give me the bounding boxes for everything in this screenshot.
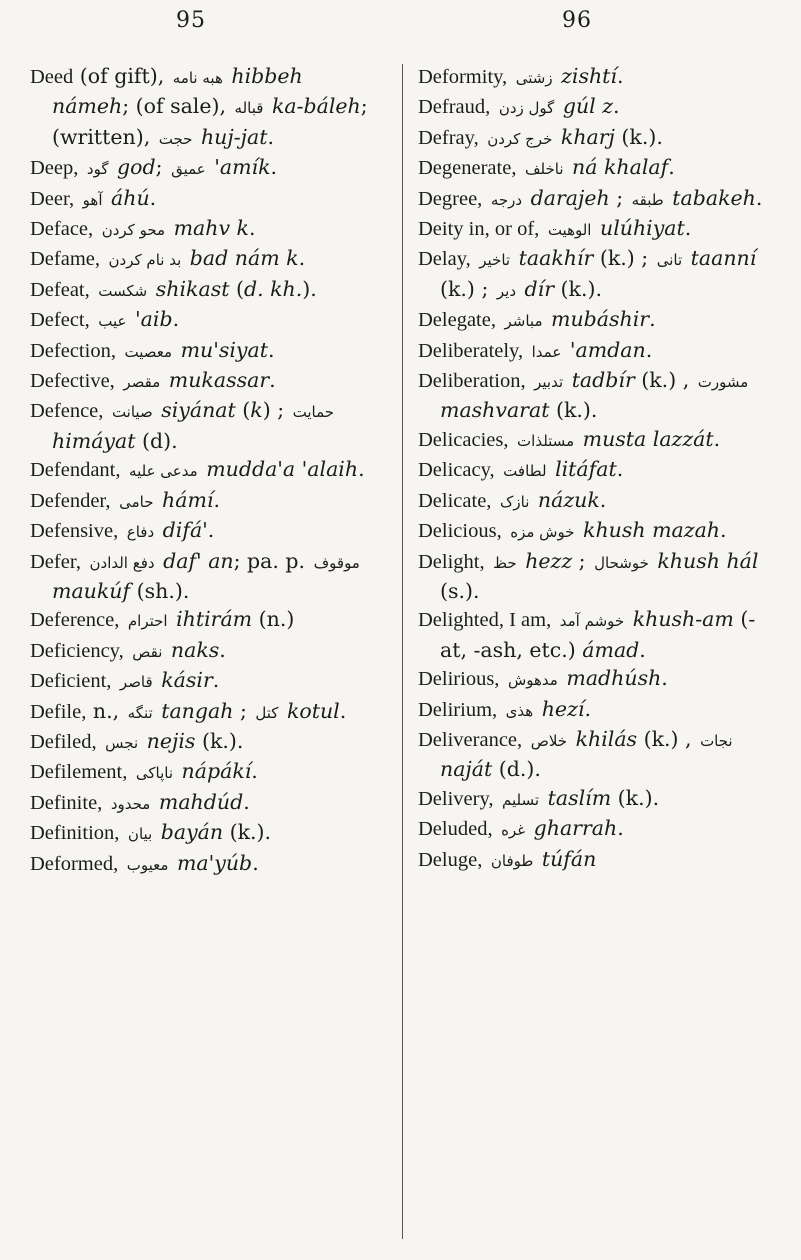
entry-text: .	[172, 307, 180, 332]
entry-arabic: دفع الدادن	[89, 553, 155, 572]
entry-headword: Defection,	[30, 339, 116, 362]
entry-arabic: عيب	[98, 312, 127, 331]
dictionary-entry	[30, 757, 385, 787]
entry-transliteration: gharrah	[533, 816, 618, 841]
dictionary-entry	[30, 666, 385, 696]
entry-arabic: حامی	[119, 492, 154, 511]
entry-transliteration: mukassar	[168, 368, 270, 393]
entry-transliteration: khilás	[575, 726, 638, 751]
entry-arabic: نازک	[499, 492, 530, 511]
entry-headword: Delivery,	[418, 787, 494, 810]
entry-arabic: صيانت	[111, 403, 153, 422]
entry-headword: Defective,	[30, 370, 115, 393]
entry-arabic: تنگه	[127, 703, 153, 722]
entry-text: ; (of sale),	[122, 94, 233, 119]
entry-text: ; pa. p.	[233, 548, 312, 573]
entry-transliteration: khush mazah	[583, 518, 721, 543]
entry-arabic: عمدا	[531, 342, 562, 361]
entry-headword: Defect,	[30, 309, 90, 332]
entry-arabic: هذی	[505, 701, 534, 720]
entry-text: .	[684, 216, 692, 241]
entry-arabic: حجت	[158, 129, 193, 148]
right-column	[418, 62, 780, 875]
entry-headword: Delegate,	[418, 309, 496, 332]
entry-text: .	[243, 789, 250, 814]
entry-text: (d).	[135, 428, 178, 453]
entry-text: .	[298, 246, 306, 271]
dictionary-entry	[30, 305, 385, 335]
entry-arabic: نجس	[105, 733, 139, 752]
dictionary-entry	[30, 605, 385, 635]
entry-text: .	[269, 368, 276, 393]
left-column	[30, 62, 385, 879]
entry-text: .	[251, 759, 258, 784]
entry-arabic: تدبير	[534, 373, 564, 392]
entry-text: .	[599, 487, 607, 512]
dictionary-entry	[30, 366, 385, 396]
entry-arabic: مستلذات	[517, 431, 575, 450]
dictionary-entry	[30, 153, 385, 183]
entry-transliteration: ma'yúb	[176, 850, 253, 875]
dictionary-entry	[418, 62, 780, 92]
dictionary-entry	[418, 664, 780, 694]
entry-headword: Delicacy,	[418, 459, 495, 482]
entry-headword: Delirium,	[418, 698, 498, 721]
entry-headword: Defile,	[30, 700, 87, 723]
entry-headword: Deep,	[30, 157, 79, 180]
entry-text: (k.).	[195, 728, 244, 753]
entry-transliteration: naks	[170, 637, 220, 662]
dictionary-entry	[30, 547, 385, 606]
entry-transliteration: kotul	[286, 698, 340, 723]
entry-headword: Deed	[30, 66, 74, 88]
entry-arabic: خوشحال	[594, 553, 649, 572]
dictionary-entry	[418, 214, 780, 244]
entry-transliteration: maukúf	[52, 578, 131, 603]
entry-transliteration: mahdúd	[158, 789, 244, 814]
dictionary-entry	[418, 123, 780, 153]
entry-text: (	[235, 398, 251, 423]
entry-text: (-at, -ash, etc.)	[440, 607, 756, 662]
entry-transliteration: ihtirám	[176, 607, 253, 632]
entry-arabic: گول زدن	[498, 99, 555, 118]
dictionary-entry	[418, 784, 780, 814]
dictionary-entry	[30, 396, 385, 455]
entry-text: .	[213, 487, 220, 512]
entry-arabic: تسليم	[502, 790, 540, 809]
entry-headword: Deluded,	[418, 818, 493, 841]
dictionary-entry	[418, 336, 780, 366]
entry-headword: Defender,	[30, 489, 111, 512]
entry-headword: Defence,	[30, 400, 104, 423]
entry-transliteration: bayán	[160, 820, 224, 845]
entry-text: .	[149, 185, 157, 210]
entry-headword: Degree,	[418, 187, 483, 210]
entry-transliteration: difá'	[162, 518, 208, 543]
entry-text: ;	[609, 185, 630, 210]
entry-arabic: الوهيت	[547, 221, 592, 240]
entry-arabic: لطافت	[503, 462, 547, 481]
entry-transliteration: d. kh.	[243, 276, 303, 301]
entry-headword: Defendant,	[30, 459, 121, 482]
entry-text: .	[270, 155, 278, 180]
entry-transliteration: 'aib	[135, 307, 173, 332]
entry-text: .	[649, 307, 656, 332]
entry-transliteration: tadbír	[571, 368, 635, 393]
entry-transliteration: mudda'a 'alaih	[206, 457, 359, 482]
entry-transliteration: siyánat	[161, 398, 236, 423]
entry-text: ;	[572, 548, 593, 573]
entry-transliteration: darajeh	[530, 185, 610, 210]
entry-transliteration: mashvarat	[440, 398, 550, 423]
dictionary-entry	[418, 153, 780, 183]
dictionary-entry	[418, 425, 780, 455]
dictionary-entry	[418, 845, 780, 875]
entry-transliteration: madhúsh	[566, 666, 662, 691]
entry-text: (k.).	[614, 124, 663, 149]
entry-headword: Deity in, or of,	[418, 218, 540, 241]
dictionary-entry	[418, 695, 780, 725]
entry-arabic: تانی	[656, 251, 683, 270]
entry-headword: Defiled,	[30, 730, 97, 753]
entry-arabic: حمايت	[292, 403, 335, 422]
entry-text: (	[229, 276, 244, 301]
entry-transliteration: mahv k	[173, 216, 249, 241]
entry-arabic: تاخير	[479, 251, 511, 270]
entry-headword: Deliberation,	[418, 370, 526, 393]
entry-text: .	[267, 124, 275, 149]
dictionary-entry	[418, 516, 780, 546]
entry-headword: Deformity,	[418, 66, 508, 88]
entry-text: .	[668, 155, 675, 180]
entry-arabic: معيوب	[126, 855, 169, 874]
entry-text: ; (written),	[52, 94, 368, 149]
entry-headword: Delay,	[418, 248, 471, 271]
entry-arabic: خوشم آمد	[559, 612, 625, 631]
entry-text: .	[248, 216, 256, 241]
dictionary-entry	[418, 366, 780, 425]
entry-text: .	[616, 64, 624, 88]
entry-text: (k.).	[611, 785, 660, 810]
dictionary-entry	[30, 184, 385, 214]
entry-text: ;	[155, 155, 170, 180]
dictionary-entry	[418, 547, 780, 606]
entry-headword: Deer,	[30, 187, 75, 210]
entry-transliteration: mubáshir	[551, 307, 650, 332]
entry-transliteration: ná khalaf	[572, 155, 669, 180]
page-number-left: 95	[176, 8, 206, 33]
entry-headword: Defilement,	[30, 761, 128, 784]
entry-arabic: مباشر	[504, 312, 543, 331]
entry-headword: Deformed,	[30, 852, 119, 875]
dictionary-entry	[30, 818, 385, 848]
dictionary-entry	[30, 727, 385, 757]
entry-arabic: هبه نامه	[172, 69, 223, 87]
entry-text: .	[267, 337, 275, 362]
entry-transliteration: huj-jat	[200, 124, 268, 149]
entry-transliteration: túfán	[541, 846, 597, 871]
dictionary-entry	[30, 275, 385, 305]
entry-transliteration: tangah	[161, 698, 234, 723]
entry-text: .	[661, 666, 668, 691]
dictionary-entry	[418, 244, 780, 305]
entry-arabic: معصيت	[124, 342, 173, 361]
entry-arabic: طبقه	[631, 190, 664, 209]
dictionary-entry	[418, 92, 780, 122]
entry-arabic: موقوف	[313, 553, 360, 572]
entry-headword: Defensive,	[30, 520, 119, 543]
entry-text: .	[252, 850, 259, 875]
entry-arabic: شکست	[98, 281, 148, 300]
entry-arabic: مقصر	[123, 373, 161, 392]
entry-arabic: غره	[501, 821, 526, 840]
entry-headword: Definition,	[30, 822, 120, 845]
entry-headword: Defeat,	[30, 278, 90, 301]
entry-arabic: عميق	[171, 160, 206, 179]
entry-text: .	[613, 94, 620, 119]
entry-transliteration: god	[117, 155, 156, 180]
entry-transliteration: taanní	[690, 246, 757, 271]
entry-arabic: نقص	[132, 642, 163, 661]
entry-transliteration: hezí	[541, 696, 585, 721]
entry-text: (k.) ;	[593, 246, 655, 271]
entry-arabic: دير	[496, 281, 517, 300]
entry-text: (k.) ;	[440, 276, 495, 301]
entry-transliteration: musta lazzát	[582, 426, 714, 451]
entry-arabic: بيان	[127, 825, 153, 844]
entry-transliteration: taakhír	[518, 246, 594, 271]
dictionary-entry	[30, 697, 385, 727]
entry-text: (k.) ,	[637, 726, 699, 751]
entry-headword: Deficiency,	[30, 639, 124, 662]
entry-arabic: قاصر	[119, 673, 153, 692]
entry-headword: Deliberately,	[418, 339, 524, 362]
entry-transliteration: ámad	[582, 637, 640, 662]
entry-text: (k.).	[549, 398, 598, 423]
entry-text: .	[755, 185, 763, 210]
dictionary-entry	[30, 214, 385, 244]
entry-text: ) ;	[262, 398, 291, 423]
dictionary-entry	[30, 636, 385, 666]
entry-headword: Delirious,	[418, 668, 500, 691]
entry-headword: Deliverance,	[418, 728, 523, 751]
dictionary-entry	[30, 788, 385, 818]
entry-arabic: خوش مزه	[510, 523, 575, 542]
entry-arabic: دفاع	[126, 523, 155, 542]
entry-headword: Defame,	[30, 248, 100, 271]
entry-arabic: مدعی عليه	[129, 462, 198, 481]
entry-transliteration: bad nám k	[189, 246, 299, 271]
dictionary-entry	[418, 814, 780, 844]
dictionary-entry	[418, 184, 780, 214]
entry-headword: Deficient,	[30, 670, 112, 693]
entry-transliteration: khush-am	[632, 607, 734, 632]
entry-transliteration: áhú	[111, 185, 150, 210]
entry-text: .	[639, 637, 646, 662]
entry-headword: Delicious,	[418, 520, 502, 543]
entry-text: (sh.).	[130, 578, 190, 603]
entry-transliteration: ulúhiyat	[600, 216, 685, 241]
entry-headword: Defray,	[418, 126, 479, 149]
entry-text: .	[645, 337, 653, 362]
entry-text: (of gift),	[79, 64, 171, 88]
entry-transliteration: nejis	[146, 728, 196, 753]
entry-arabic: خلاص	[530, 731, 568, 750]
entry-transliteration: tabakeh	[672, 185, 756, 210]
entry-arabic: نجات	[700, 731, 733, 750]
entry-arabic: مدهوش	[507, 671, 558, 690]
entry-headword: Delicate,	[418, 489, 492, 512]
entry-arabic: ناپاکی	[135, 764, 174, 783]
entry-text: .	[339, 698, 347, 723]
entry-transliteration: gúl z	[562, 94, 614, 119]
entry-text: (k.) ,	[634, 368, 696, 393]
entry-transliteration: k	[250, 398, 263, 423]
dictionary-entry	[418, 455, 780, 485]
dictionary-entry	[418, 725, 780, 784]
entry-transliteration: mu'siyat	[180, 337, 268, 362]
entry-transliteration: naját	[440, 757, 493, 782]
entry-text: .	[212, 668, 220, 693]
entry-transliteration: zishtí	[561, 64, 617, 88]
dictionary-entry	[30, 244, 385, 274]
entry-transliteration: litáfat	[555, 457, 617, 482]
entry-arabic: قباله	[234, 99, 264, 118]
entry-text: .	[617, 816, 624, 841]
entry-text: .	[713, 426, 721, 451]
page-number-right: 96	[562, 8, 592, 33]
entry-text: .	[616, 457, 624, 482]
entry-headword: Deference,	[30, 609, 120, 632]
entry-text: n.,	[92, 698, 126, 723]
entry-text: (k.).	[223, 820, 272, 845]
entry-text: (k.).	[554, 276, 602, 301]
entry-transliteration: 'amdan	[569, 337, 646, 362]
entry-transliteration: daf' an	[163, 548, 234, 573]
entry-arabic: حظ	[493, 553, 517, 572]
entry-arabic: بد نام کردن	[108, 251, 182, 270]
dictionary-entry	[30, 62, 385, 153]
dictionary-entry	[418, 605, 780, 664]
entry-text: .	[207, 518, 215, 543]
entry-transliteration: dír	[524, 276, 555, 301]
entry-text: ).	[302, 276, 317, 301]
dictionary-entry	[30, 516, 385, 546]
entry-transliteration: kásir	[161, 668, 213, 693]
entry-headword: Deface,	[30, 218, 94, 241]
entry-transliteration: himáyat	[52, 428, 136, 453]
dictionary-entry	[30, 455, 385, 485]
entry-arabic: آهو	[82, 190, 103, 209]
dictionary-entry	[418, 305, 780, 335]
entry-transliteration: hibbeh námeh	[52, 64, 303, 119]
dictionary-entry	[30, 336, 385, 366]
entry-arabic: زشتی	[515, 69, 553, 87]
dictionary-entry	[418, 486, 780, 516]
entry-text: .	[584, 696, 591, 721]
entry-arabic: کتل	[255, 703, 279, 722]
entry-text: (s.).	[440, 578, 480, 603]
entry-transliteration: nápákí	[181, 759, 252, 784]
entry-arabic: خرج کردن	[487, 129, 553, 148]
entry-text: .	[219, 637, 226, 662]
entry-transliteration: názuk	[537, 487, 600, 512]
column-divider	[402, 64, 403, 1239]
entry-text: .	[358, 457, 365, 482]
entry-headword: Delicacies,	[418, 428, 509, 451]
entry-text: ;	[233, 698, 254, 723]
entry-arabic: مشورت	[697, 373, 749, 392]
entry-headword: Defer,	[30, 550, 81, 573]
dictionary-entry	[30, 849, 385, 879]
entry-transliteration: hámí	[162, 487, 214, 512]
entry-headword: Deluge,	[418, 848, 483, 871]
entry-headword: Definite,	[30, 791, 103, 814]
entry-arabic: گود	[86, 160, 109, 179]
entry-transliteration: khush hál	[657, 548, 759, 573]
entry-text: (d.).	[492, 757, 541, 782]
entry-arabic: محو کردن	[101, 221, 166, 240]
entry-transliteration: taslím	[547, 785, 612, 810]
entry-transliteration: 'amík	[214, 155, 271, 180]
entry-transliteration: shikast	[155, 276, 230, 301]
entry-text: (n.)	[252, 607, 295, 632]
entry-arabic: ناخلف	[524, 160, 564, 179]
entry-arabic: طوفان	[490, 851, 534, 870]
entry-headword: Delighted, I am,	[418, 609, 552, 632]
dictionary-entry	[30, 486, 385, 516]
entry-headword: Degenerate,	[418, 157, 517, 180]
entry-transliteration: hezz	[525, 548, 573, 573]
entry-arabic: محدود	[110, 794, 151, 813]
entry-transliteration: kharj	[560, 124, 615, 149]
entry-headword: Defraud,	[418, 96, 491, 119]
entry-arabic: درجه	[490, 190, 523, 209]
entry-arabic: احترام	[127, 612, 168, 631]
entry-transliteration: ka-báleh	[271, 94, 361, 119]
entry-headword: Delight,	[418, 550, 485, 573]
entry-text: .	[720, 518, 727, 543]
